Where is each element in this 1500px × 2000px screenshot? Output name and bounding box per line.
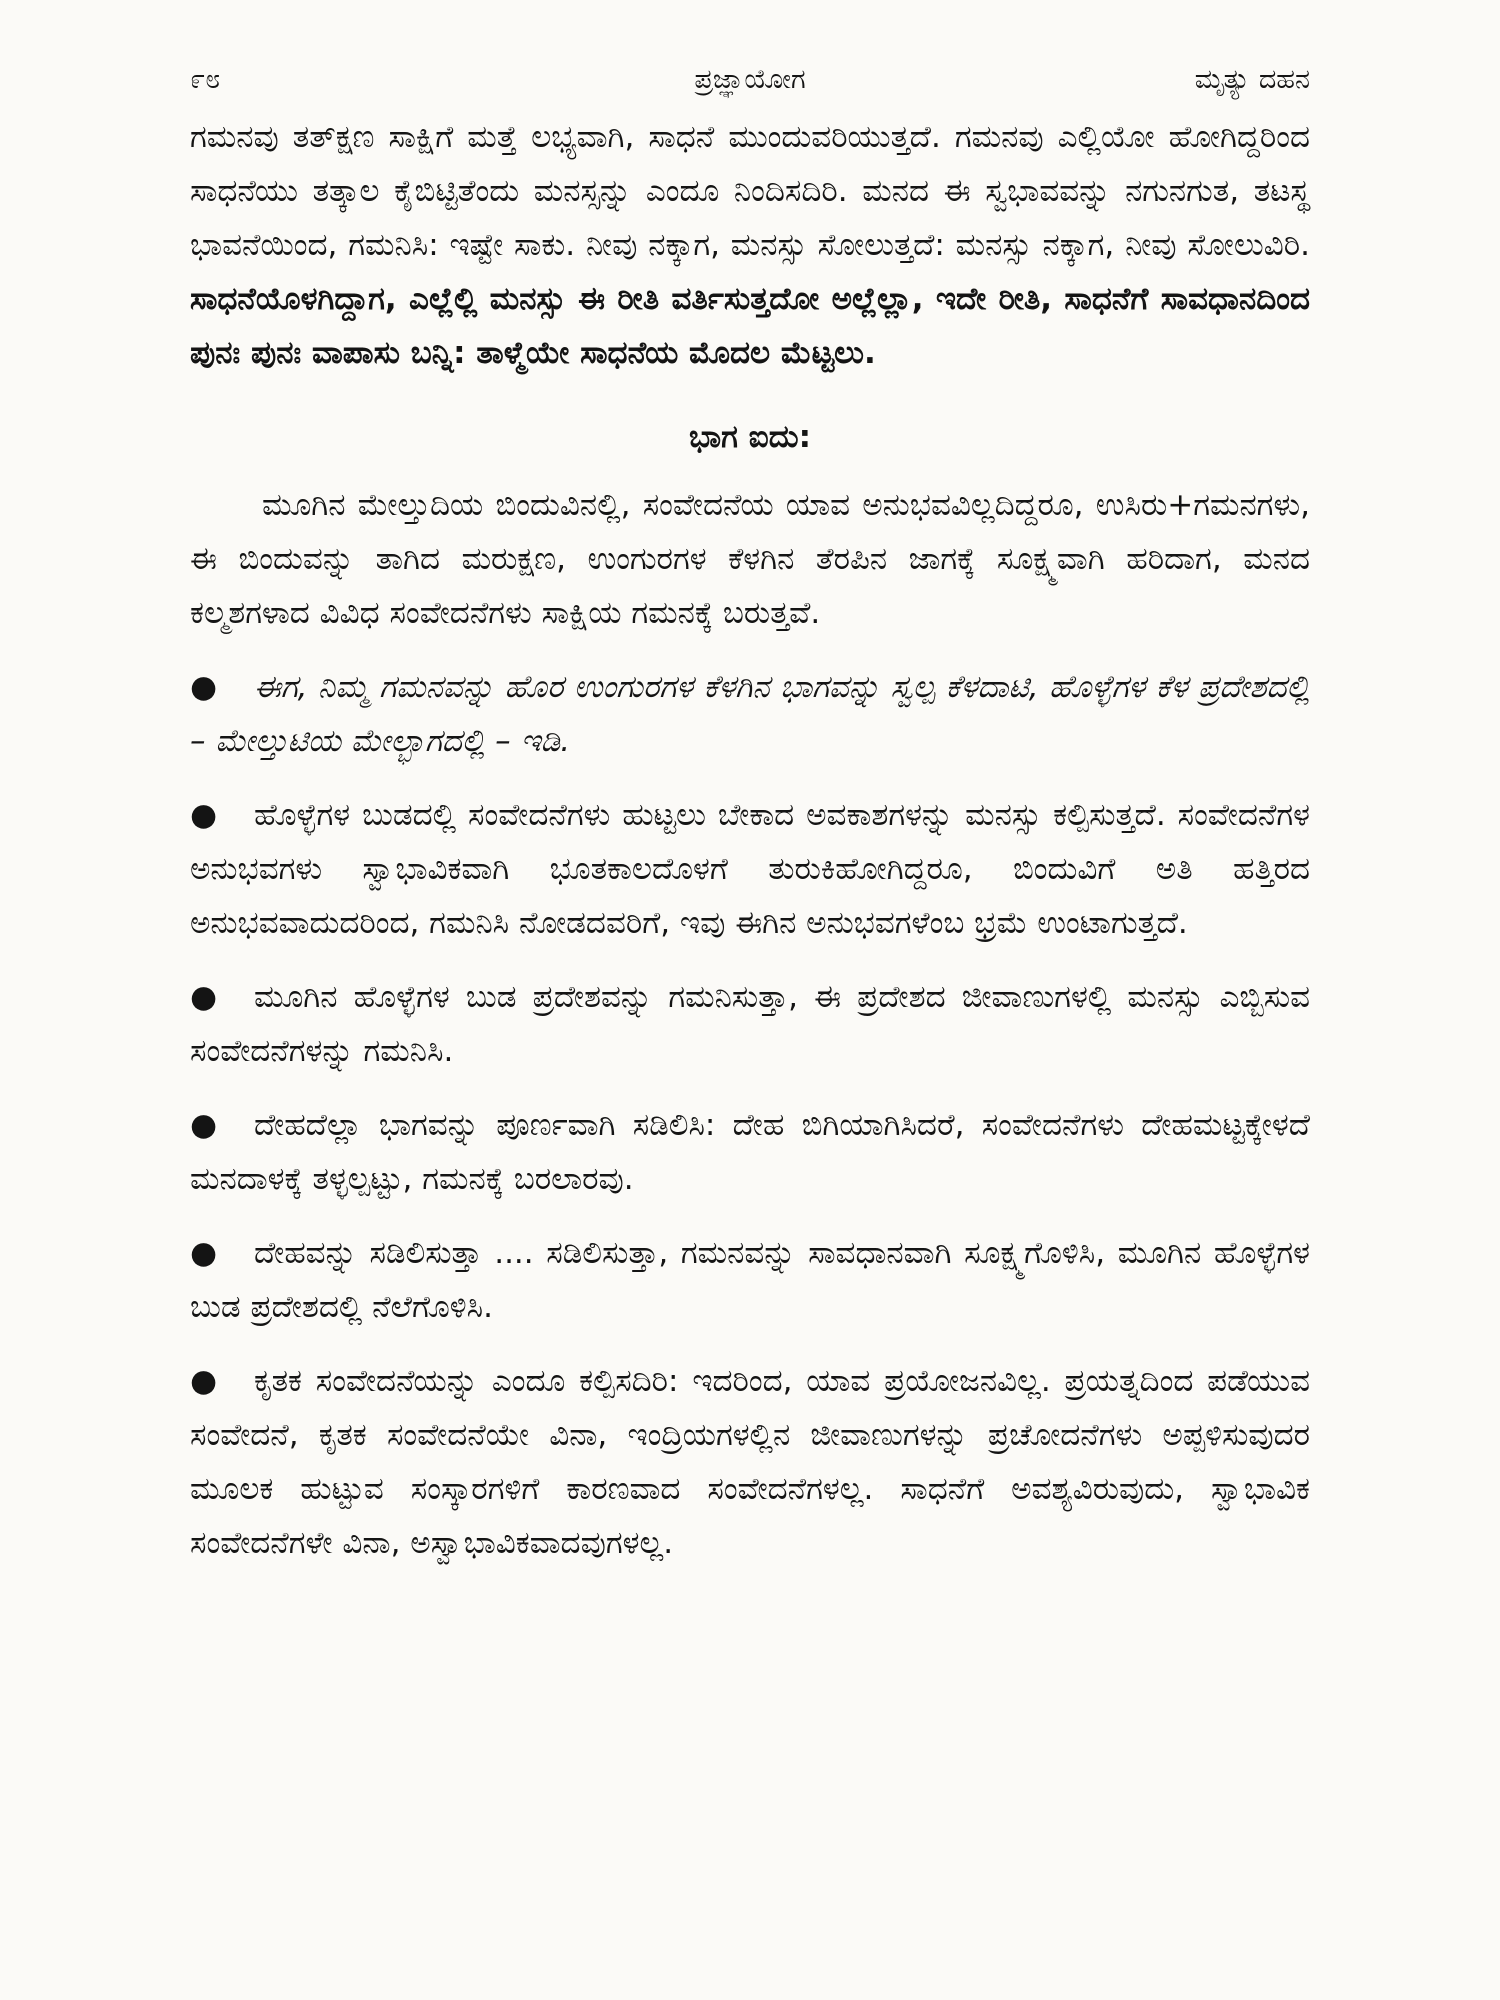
bullet-icon: ● xyxy=(190,1107,218,1143)
section-heading: ಭಾಗ ಐದು: xyxy=(688,419,812,455)
bullet-item xyxy=(190,1098,1310,1206)
bullet-item xyxy=(190,788,1310,950)
bullet-icon: ● xyxy=(190,797,218,833)
intro-text: ಗಮನವು ತತ್‌ಕ್ಷಣ ಸಾಕ್ಷಿಗೆ ಮತ್ತೆ ಲಭ್ಯವಾಗಿ, ಸಾಧನೆ ಮುಂದುವರಿಯುತ್ತದೆ. ಗಮನವು ಎಲ್ಲಿಯೋ ಹೋಗಿದ್ದರಿಂದ ಸಾಧನೆಯು ತತ್ಕಾಲ ಕೈಬಿಟ್ಟಿತೆಂದು ಮನಸ್ಸನ್ನು ಎಂದೂ ನಿಂದಿಸದಿರಿ. ಮನದ ಈ ಸ್ವಭಾವವನ್ನು ನಗುನಗುತ, ತಟಸ್ಥ ಭಾವನೆಯಿಂದ, ಗಮನಿಸಿ: ಇಷ್ಟೇ ಸಾಕು. ನೀವು ನಕ್ಕಾಗ, ಮನಸ್ಸು ಸೋಲುತ್ತದೆ: ಮನಸ್ಸು ನಕ್ಕಾಗ, ನೀವು ಸೋಲುವಿರಿ. xyxy=(190,119,1310,263)
bullet-item xyxy=(190,1354,1310,1570)
running-header xyxy=(190,52,1310,108)
bullet-icon: ● xyxy=(190,669,218,705)
page-number: ೯೮ xyxy=(190,64,221,95)
bullet-icon: ● xyxy=(190,979,218,1015)
book-title: ಪ್ರಜ್ಞಾಯೋಗ xyxy=(694,64,806,95)
section-paragraph: ಮೂಗಿನ ಮೇಲ್ತುದಿಯ ಬಿಂದುವಿನಲ್ಲಿ, ಸಂವೇದನೆಯ ಯಾವ ಅನುಭವವಿಲ್ಲದಿದ್ದರೂ, ಉಸಿರು+ಗಮನಗಳು, ಈ ಬಿಂದುವನ್ನು ತಾಗಿದ ಮರುಕ್ಷಣ, ಉಂಗುರಗಳ ಕೆಳಗಿನ ತೆರಪಿನ ಜಾಗಕ್ಕೆ ಸೂಕ್ಷ್ಮವಾಗಿ ಹರಿದಾಗ, ಮನದ ಕಲ್ಮಶಗಳಾದ ವಿವಿಧ ಸಂವೇದನೆಗಳು ಸಾಕ್ಷಿಯ ಗಮನಕ್ಕೆ ಬರುತ್ತವೆ. xyxy=(190,487,1310,631)
bullet-text: ಕೃತಕ ಸಂವೇದನೆಯನ್ನು ಎಂದೂ ಕಲ್ಪಿಸದಿರಿ: ಇದರಿಂದ, ಯಾವ ಪ್ರಯೋಜನವಿಲ್ಲ. ಪ್ರಯತ್ನದಿಂದ ಪಡೆಯುವ ಸಂವೇದನೆ, ಕೃತಕ ಸಂವೇದನೆಯೇ ವಿನಾ, ಇಂದ್ರಿಯಗಳಲ್ಲಿನ ಜೀವಾಣುಗಳನ್ನು ಪ್ರಚೋದನೆಗಳು ಅಪ್ಪಳಿಸುವುದರ ಮೂಲಕ ಹುಟ್ಟುವ ಸಂಸ್ಕಾರಗಳಿಗೆ ಕಾರಣವಾದ ಸಂವೇದನೆಗಳಲ್ಲ. ಸಾಧನೆಗೆ ಅವಶ್ಯವಿರುವುದು, ಸ್ವಾಭಾವಿಕ ಸಂವೇದನೆಗಳೇ ವಿನಾ, ಅಸ್ವಾಭಾವಿಕವಾದವುಗಳಲ್ಲ. xyxy=(190,1363,1310,1561)
intro-bold-text: ಸಾಧನೆಯೊಳಗಿದ್ದಾಗ, ಎಲ್ಲೆಲ್ಲಿ ಮನಸ್ಸು ಈ ರೀತಿ ವರ್ತಿಸುತ್ತದೋ ಅಲ್ಲೆಲ್ಲಾ, ಇದೇ ರೀತಿ, ಸಾಧನೆಗೆ ಸಾವಧಾನದಿಂದ ಪುನಃ ಪುನಃ ವಾಪಾಸು ಬನ್ನಿ: ತಾಳ್ಮೆಯೇ ಸಾಧನೆಯ ಮೊದಲ ಮೆಟ್ಟಲು. xyxy=(190,281,1310,371)
bullet-icon: ● xyxy=(190,1235,218,1271)
intro-paragraph xyxy=(190,110,1310,380)
bullet-text: ಮೂಗಿನ ಹೊಳ್ಳೆಗಳ ಬುಡ ಪ್ರದೇಶವನ್ನು ಗಮನಿಸುತ್ತಾ, ಈ ಪ್ರದೇಶದ ಜೀವಾಣುಗಳಲ್ಲಿ ಮನಸ್ಸು ಎಬ್ಬಿಸುವ ಸಂವೇದನೆಗಳನ್ನು ಗಮನಿಸಿ. xyxy=(190,979,1310,1069)
bullet-text: ಹೊಳ್ಳೆಗಳ ಬುಡದಲ್ಲಿ ಸಂವೇದನೆಗಳು ಹುಟ್ಟಲು ಬೇಕಾದ ಅವಕಾಶಗಳನ್ನು ಮನಸ್ಸು ಕಲ್ಪಿಸುತ್ತದೆ. ಸಂವೇದನೆಗಳ ಅನುಭವಗಳು ಸ್ವಾಭಾವಿಕವಾಗಿ ಭೂತಕಾಲದೊಳಗೆ ತುರುಕಿಹೋಗಿದ್ದರೂ, ಬಿಂದುವಿಗೆ ಅತಿ ಹತ್ತಿರದ ಅನುಭವವಾದುದರಿಂದ, ಗಮನಿಸಿ ನೋಡದವರಿಗೆ, ಇವು ಈಗಿನ ಅನುಭವಗಳೆಂಬ ಭ್ರಮೆ ಉಂಟಾಗುತ್ತದೆ. xyxy=(190,797,1310,941)
chapter-title: ಮೃತ್ಯು ದಹನ xyxy=(1194,64,1310,95)
bullet-icon: ● xyxy=(190,1363,218,1399)
bullet-text: ದೇಹದೆಲ್ಲಾ ಭಾಗವನ್ನು ಪೂರ್ಣವಾಗಿ ಸಡಿಲಿಸಿ: ದೇಹ ಬಿಗಿಯಾಗಿಸಿದರೆ, ಸಂವೇದನೆಗಳು ದೇಹಮಟ್ಟಕ್ಕೇಳದೆ ಮನದಾಳಕ್ಕೆ ತಳ್ಳಲ್ಪಟ್ಟು, ಗಮನಕ್ಕೆ ಬರಲಾರವು. xyxy=(190,1107,1310,1197)
bullet-item xyxy=(190,1226,1310,1334)
bullet-item xyxy=(190,970,1310,1078)
bullet-text: ಈಗ, ನಿಮ್ಮ ಗಮನವನ್ನು ಹೊರ ಉಂಗುರಗಳ ಕೆಳಗಿನ ಭಾಗವನ್ನು ಸ್ವಲ್ಪ ಕೆಳದಾಟಿ, ಹೊಳ್ಳೆಗಳ ಕೆಳ ಪ್ರದೇಶದಲ್ಲಿ – ಮೇಲ್ತುಟಿಯ ಮೇಲ್ಭಾಗದಲ್ಲಿ – ಇಡಿ. xyxy=(190,669,1310,759)
bullet-text: ದೇಹವನ್ನು ಸಡಿಲಿಸುತ್ತಾ .... ಸಡಿಲಿಸುತ್ತಾ, ಗಮನವನ್ನು ಸಾವಧಾನವಾಗಿ ಸೂಕ್ಷ್ಮಗೊಳಿಸಿ, ಮೂಗಿನ ಹೊಳ್ಳೆಗಳ ಬುಡ ಪ್ರದೇಶದಲ್ಲಿ ನೆಲೆಗೊಳಿಸಿ. xyxy=(190,1235,1310,1325)
bullet-item xyxy=(190,660,1310,768)
